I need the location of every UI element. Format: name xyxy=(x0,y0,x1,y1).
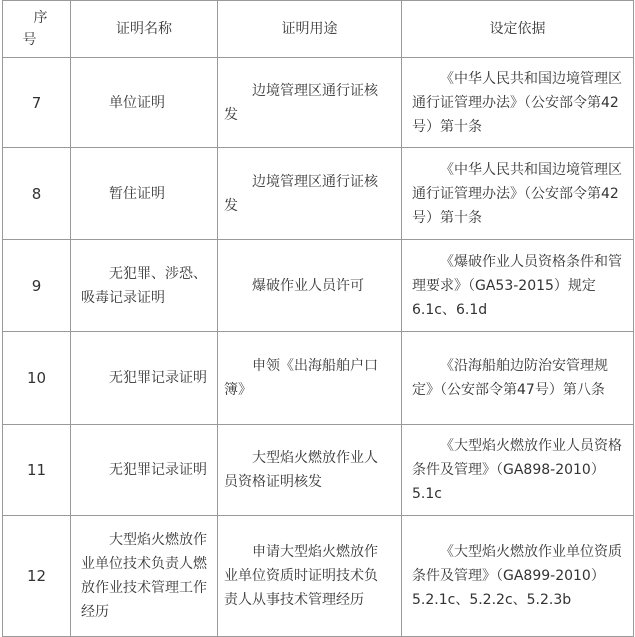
table-row xyxy=(3,148,634,240)
row-cert-name xyxy=(71,332,218,425)
row-number: 10 xyxy=(3,332,71,425)
row-cert-use-text: 大型焰火燃放作业人员资格证明核发 xyxy=(224,450,378,490)
row-number: 8 xyxy=(3,148,71,240)
row-legal-basis-text: 《中华人民共和国边境管理区通行证管理办法》（公安部令第42号）第十条 xyxy=(412,70,622,135)
table-row xyxy=(3,516,634,637)
row-cert-use xyxy=(218,58,402,148)
row-legal-basis xyxy=(402,332,634,425)
row-cert-name-text: 无犯罪、涉恐、吸毒记录证明 xyxy=(81,265,207,306)
row-legal-basis-text: 《大型焰火燃放作业人员资格条件及管理》（GA898-2010）5.1c xyxy=(412,438,622,502)
row-legal-basis-text: 《大型焰火燃放作业单位资质条件及管理》（GA899-2010）5.2.1c、5.2.2c、5.2.3b xyxy=(412,544,622,608)
row-cert-name-text: 单位证明 xyxy=(109,94,165,111)
row-legal-basis xyxy=(402,148,634,240)
table-row xyxy=(3,332,634,425)
table-header-row xyxy=(3,1,634,58)
row-cert-name xyxy=(71,516,218,637)
row-cert-use xyxy=(218,148,402,240)
row-number: 7 xyxy=(3,58,71,148)
row-cert-name-text: 大型焰火燃放作业单位技术负责人燃放作业技术管理工作经历 xyxy=(81,532,207,620)
row-legal-basis xyxy=(402,58,634,148)
row-number: 12 xyxy=(3,516,71,637)
row-cert-use-text: 爆破作业人员许可 xyxy=(252,277,364,294)
row-legal-basis xyxy=(402,240,634,332)
row-cert-use xyxy=(218,332,402,425)
row-cert-use-text: 申请大型焰火燃放作业单位资质时证明技术负责人从事技术管理经历 xyxy=(224,544,378,608)
row-cert-name-text: 无犯罪记录证明 xyxy=(109,370,207,386)
row-cert-name xyxy=(71,148,218,240)
row-cert-use-text: 申领《出海船舶户口簿》 xyxy=(224,358,378,398)
row-cert-name-text: 无犯罪记录证明 xyxy=(109,462,207,478)
header-seq xyxy=(3,1,71,58)
row-cert-name xyxy=(71,58,218,148)
table-row xyxy=(3,240,634,332)
row-legal-basis-text: 《沿海船舶边防治安管理规定》（公安部令第47号）第八条 xyxy=(412,358,608,398)
row-cert-name-text: 暂住证明 xyxy=(109,185,165,202)
row-cert-use-text: 边境管理区通行证核发 xyxy=(224,82,378,123)
row-legal-basis xyxy=(402,425,634,516)
row-legal-basis-text: 《爆破作业人员资格条件和管理要求》（GA53-2015）规定6.1c、6.1d xyxy=(412,253,622,318)
row-number: 9 xyxy=(3,240,71,332)
row-legal-basis xyxy=(402,516,634,637)
header-seq-line2: 号 xyxy=(22,32,37,48)
header-name: 证明名称 xyxy=(71,1,218,58)
header-seq-line1: 序 xyxy=(33,10,48,26)
row-cert-name xyxy=(71,240,218,332)
row-cert-name xyxy=(71,425,218,516)
row-legal-basis-text: 《中华人民共和国边境管理区通行证管理办法》（公安部令第42号）第十条 xyxy=(412,161,622,226)
row-cert-use xyxy=(218,425,402,516)
header-use: 证明用途 xyxy=(218,1,402,58)
table-row xyxy=(3,58,634,148)
certificate-table xyxy=(2,0,634,637)
header-basis: 设定依据 xyxy=(402,1,634,58)
row-number: 11 xyxy=(3,425,71,516)
table-row xyxy=(3,425,634,516)
row-cert-use-text: 边境管理区通行证核发 xyxy=(224,173,378,214)
row-cert-use xyxy=(218,240,402,332)
row-cert-use xyxy=(218,516,402,637)
